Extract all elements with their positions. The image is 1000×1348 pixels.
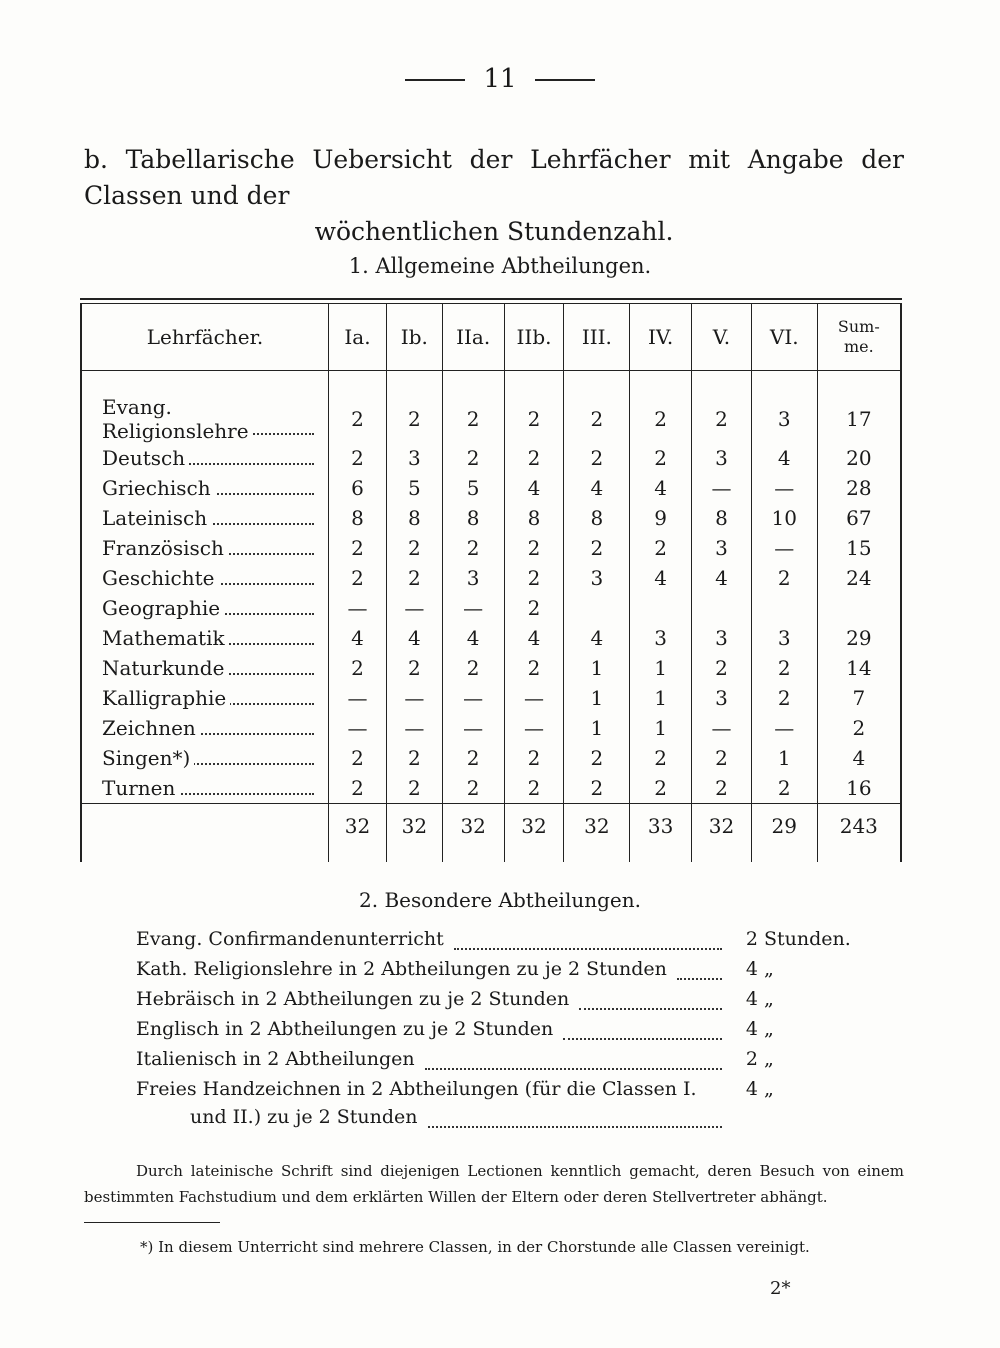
hours-cell: 4 bbox=[504, 473, 564, 503]
subject-cell bbox=[81, 773, 329, 804]
special-lesson-unit: „ bbox=[764, 1078, 774, 1100]
total-cell: 33 bbox=[630, 804, 692, 849]
spacer-cell bbox=[386, 371, 442, 396]
header-class: IIa. bbox=[442, 304, 504, 371]
hours-cell: 5 bbox=[386, 473, 442, 503]
table-spacer-row bbox=[81, 371, 901, 396]
end-cell bbox=[751, 848, 817, 862]
end-cell bbox=[504, 848, 564, 862]
hours-cell: 2 bbox=[630, 443, 692, 473]
sum-cell: 17 bbox=[817, 395, 901, 443]
special-lesson-text: Evang. Confirmandenunterricht bbox=[136, 928, 444, 950]
hours-cell: 2 bbox=[564, 533, 630, 563]
spacer-cell bbox=[630, 371, 692, 396]
hours-cell: — bbox=[751, 713, 817, 743]
hours-cell: — bbox=[504, 713, 564, 743]
totals-row bbox=[81, 804, 901, 849]
hours-cell: 2 bbox=[504, 593, 564, 623]
hours-cell: 3 bbox=[692, 683, 752, 713]
hours-cell: 4 bbox=[630, 563, 692, 593]
subject-name: Französisch bbox=[102, 536, 228, 560]
hours-cell: 4 bbox=[329, 623, 387, 653]
hours-cell: — bbox=[386, 593, 442, 623]
hours-cell: 1 bbox=[630, 653, 692, 683]
table-row bbox=[81, 503, 901, 533]
subject-name: Naturkunde bbox=[102, 656, 228, 680]
hours-cell: 3 bbox=[442, 563, 504, 593]
subject-cell bbox=[81, 395, 329, 443]
hours-cell: — bbox=[692, 713, 752, 743]
header-class: Ib. bbox=[386, 304, 442, 371]
end-cell bbox=[630, 848, 692, 862]
subject-cell bbox=[81, 533, 329, 563]
hours-cell: 2 bbox=[751, 773, 817, 804]
table-row bbox=[81, 443, 901, 473]
table-header-row bbox=[81, 304, 901, 371]
hours-cell: 2 bbox=[442, 443, 504, 473]
end-cell bbox=[329, 848, 387, 862]
hours-cell: 2 bbox=[386, 563, 442, 593]
hours-cell: 3 bbox=[692, 533, 752, 563]
header-sum bbox=[817, 304, 901, 371]
sum-cell: 28 bbox=[817, 473, 901, 503]
subject-name: Deutsch bbox=[102, 446, 189, 470]
total-cell: 32 bbox=[442, 804, 504, 849]
end-cell bbox=[386, 848, 442, 862]
sum-cell: 67 bbox=[817, 503, 901, 533]
hours-cell: 2 bbox=[329, 533, 387, 563]
hours-cell: 2 bbox=[564, 773, 630, 804]
lessons-table-wrapper bbox=[80, 298, 902, 862]
hours-cell: 2 bbox=[442, 533, 504, 563]
hours-cell: 2 bbox=[329, 395, 387, 443]
sum-cell: 2 bbox=[817, 713, 901, 743]
hours-cell: 2 bbox=[329, 743, 387, 773]
hours-cell: 2 bbox=[692, 395, 752, 443]
subject-name: Zeichnen bbox=[102, 716, 200, 740]
hours-cell: 2 bbox=[564, 443, 630, 473]
hours-cell: 8 bbox=[692, 503, 752, 533]
hours-cell: 2 bbox=[504, 653, 564, 683]
special-lesson-row bbox=[136, 1078, 856, 1136]
special-lesson-text: Englisch in 2 Abtheilungen zu je 2 Stunden bbox=[136, 1018, 554, 1040]
hours-cell: 2 bbox=[386, 653, 442, 683]
hours-cell: — bbox=[386, 713, 442, 743]
subject-name: Turnen bbox=[102, 776, 179, 800]
spacer-cell bbox=[817, 371, 901, 396]
page-number-text: 11 bbox=[483, 64, 517, 94]
special-lesson-hours: 4 bbox=[745, 1018, 758, 1040]
hours-cell: 2 bbox=[630, 743, 692, 773]
special-lesson-hours: 4 bbox=[745, 1078, 758, 1100]
header-class: III. bbox=[564, 304, 630, 371]
hours-cell: 2 bbox=[751, 683, 817, 713]
hours-cell: 2 bbox=[386, 395, 442, 443]
hours-cell: — bbox=[504, 683, 564, 713]
hours-cell: 2 bbox=[630, 773, 692, 804]
special-lesson-unit: „ bbox=[764, 1018, 774, 1040]
spacer-cell bbox=[442, 371, 504, 396]
table-row bbox=[81, 653, 901, 683]
hours-cell: 2 bbox=[692, 773, 752, 804]
hours-cell bbox=[630, 593, 692, 623]
hours-cell bbox=[692, 593, 752, 623]
hours-cell: 4 bbox=[564, 623, 630, 653]
header-sum-line-1: Sum- bbox=[837, 317, 880, 336]
total-cell: 32 bbox=[504, 804, 564, 849]
subject-name: Griechisch bbox=[102, 476, 215, 500]
special-lesson-hours: 2 bbox=[745, 928, 758, 950]
hours-cell: 3 bbox=[630, 623, 692, 653]
hours-cell: — bbox=[329, 593, 387, 623]
hours-cell: 2 bbox=[442, 653, 504, 683]
subject-name: Singen*) bbox=[102, 746, 194, 770]
subject-name: Evang. Religionslehre bbox=[102, 395, 253, 443]
spacer-cell bbox=[692, 371, 752, 396]
sum-cell: 16 bbox=[817, 773, 901, 804]
footnote: *) In diesem Unterricht sind mehrere Classen, in der Chorstunde alle Classen vereinigt. bbox=[140, 1238, 810, 1256]
hours-cell: — bbox=[442, 683, 504, 713]
special-lesson-text: Italienisch in 2 Abtheilungen bbox=[136, 1048, 415, 1070]
hours-cell: 2 bbox=[751, 563, 817, 593]
total-cell: 32 bbox=[329, 804, 387, 849]
table-row bbox=[81, 623, 901, 653]
special-leader-dots bbox=[579, 1008, 722, 1010]
table-row bbox=[81, 713, 901, 743]
special-leader-dots bbox=[563, 1038, 722, 1040]
hours-cell: 4 bbox=[564, 473, 630, 503]
subject-name: Mathematik bbox=[102, 626, 229, 650]
hours-cell: 2 bbox=[329, 773, 387, 804]
subject-name: Kalligraphie bbox=[102, 686, 230, 710]
subject-cell bbox=[81, 713, 329, 743]
special-leader-dots bbox=[454, 948, 722, 950]
heading-line-1: b. Tabellarische Uebersicht der Lehrfächer mit Angabe der Classen und der bbox=[84, 145, 904, 210]
table-row bbox=[81, 563, 901, 593]
special-lesson-hours: 4 bbox=[745, 988, 758, 1010]
sum-cell bbox=[817, 593, 901, 623]
subject-name: Geschichte bbox=[102, 566, 219, 590]
subject-cell bbox=[81, 743, 329, 773]
table-row bbox=[81, 593, 901, 623]
hours-cell: 2 bbox=[329, 443, 387, 473]
subject-cell bbox=[81, 473, 329, 503]
sum-cell: 7 bbox=[817, 683, 901, 713]
hours-cell: 2 bbox=[630, 533, 692, 563]
special-lesson-unit: „ bbox=[764, 958, 774, 980]
hours-cell: 2 bbox=[504, 533, 564, 563]
hours-cell: 4 bbox=[630, 473, 692, 503]
hours-cell bbox=[751, 593, 817, 623]
subject-cell bbox=[81, 653, 329, 683]
special-leader-dots bbox=[425, 1068, 722, 1070]
hours-cell: 2 bbox=[504, 773, 564, 804]
header-class: IV. bbox=[630, 304, 692, 371]
hours-cell: 8 bbox=[386, 503, 442, 533]
lessons-table bbox=[80, 304, 902, 862]
hours-cell: — bbox=[329, 683, 387, 713]
hours-cell: 6 bbox=[329, 473, 387, 503]
hours-cell: — bbox=[329, 713, 387, 743]
page-number bbox=[0, 64, 1000, 94]
hours-cell: 5 bbox=[442, 473, 504, 503]
hours-cell: 4 bbox=[692, 563, 752, 593]
hours-cell: 4 bbox=[504, 623, 564, 653]
hours-cell: 1 bbox=[751, 743, 817, 773]
hours-cell: 2 bbox=[329, 653, 387, 683]
hours-cell: 8 bbox=[504, 503, 564, 533]
header-class: Ia. bbox=[329, 304, 387, 371]
hours-cell: 2 bbox=[692, 743, 752, 773]
hours-cell: 1 bbox=[630, 683, 692, 713]
hours-cell: 2 bbox=[386, 773, 442, 804]
special-lesson-unit: „ bbox=[764, 1048, 774, 1070]
hours-cell: 1 bbox=[564, 653, 630, 683]
sum-cell: 29 bbox=[817, 623, 901, 653]
hours-cell: 2 bbox=[442, 773, 504, 804]
hours-cell: 1 bbox=[564, 683, 630, 713]
spacer-cell bbox=[81, 371, 329, 396]
hours-cell: 2 bbox=[386, 743, 442, 773]
hours-cell: 3 bbox=[692, 623, 752, 653]
hours-cell: — bbox=[751, 473, 817, 503]
totals-label-cell bbox=[81, 804, 329, 849]
page-number-left-dash bbox=[405, 79, 465, 81]
special-lesson-hours: 4 bbox=[745, 958, 758, 980]
subject-cell bbox=[81, 623, 329, 653]
hours-cell: 2 bbox=[504, 743, 564, 773]
hours-cell: 8 bbox=[329, 503, 387, 533]
hours-cell: 3 bbox=[692, 443, 752, 473]
sum-cell: 4 bbox=[817, 743, 901, 773]
hours-cell: — bbox=[692, 473, 752, 503]
hours-cell: 2 bbox=[564, 743, 630, 773]
subject-name: Geographie bbox=[102, 596, 224, 620]
hours-cell: 8 bbox=[442, 503, 504, 533]
spacer-cell bbox=[564, 371, 630, 396]
hours-cell: 2 bbox=[442, 743, 504, 773]
hours-cell: 4 bbox=[386, 623, 442, 653]
hours-cell: — bbox=[386, 683, 442, 713]
hours-cell: 3 bbox=[751, 395, 817, 443]
footnote-rule bbox=[84, 1222, 220, 1223]
subject-cell bbox=[81, 683, 329, 713]
page-number-right-dash bbox=[535, 79, 595, 81]
spacer-cell bbox=[329, 371, 387, 396]
table-row bbox=[81, 533, 901, 563]
special-lesson-unit: Stunden. bbox=[764, 928, 851, 950]
subject-cell bbox=[81, 563, 329, 593]
total-cell: 32 bbox=[564, 804, 630, 849]
special-lesson-unit: „ bbox=[764, 988, 774, 1010]
special-lesson-row bbox=[136, 928, 856, 958]
hours-cell: 10 bbox=[751, 503, 817, 533]
subject-cell bbox=[81, 593, 329, 623]
total-cell: 32 bbox=[692, 804, 752, 849]
sum-cell: 24 bbox=[817, 563, 901, 593]
special-lessons-list bbox=[136, 928, 856, 1136]
special-leader-dots bbox=[677, 978, 722, 980]
special-lesson-text-continued: und II.) zu je 2 Stunden bbox=[190, 1106, 418, 1128]
section-heading bbox=[84, 142, 904, 250]
special-lesson-text: Kath. Religionslehre in 2 Abtheilungen zu je 2 Stunden bbox=[136, 958, 667, 980]
total-cell: 32 bbox=[386, 804, 442, 849]
hours-cell: 2 bbox=[504, 563, 564, 593]
total-cell: 29 bbox=[751, 804, 817, 849]
hours-cell: — bbox=[442, 713, 504, 743]
grand-total-cell: 243 bbox=[817, 804, 901, 849]
hours-cell: 2 bbox=[329, 563, 387, 593]
hours-cell: 2 bbox=[751, 653, 817, 683]
signature-mark: 2* bbox=[770, 1278, 791, 1299]
table-row bbox=[81, 395, 901, 443]
end-cell bbox=[692, 848, 752, 862]
section1-title: 1. Allgemeine Abtheilungen. bbox=[348, 254, 652, 278]
special-lesson-text: Hebräisch in 2 Abtheilungen zu je 2 Stunden bbox=[136, 988, 570, 1010]
hours-cell bbox=[564, 593, 630, 623]
hours-cell: 8 bbox=[564, 503, 630, 533]
end-cell bbox=[564, 848, 630, 862]
table-body bbox=[81, 371, 901, 863]
hours-cell: 2 bbox=[692, 653, 752, 683]
spacer-cell bbox=[751, 371, 817, 396]
latin-script-note: Durch lateinische Schrift sind diejenigen Lectionen kenntlich gemacht, deren Besuch von einem bestimmten Fachstudium und dem erklärten Willen der Eltern oder deren Stellvertreter abhängt. bbox=[84, 1162, 904, 1206]
end-cell bbox=[81, 848, 329, 862]
sum-cell: 14 bbox=[817, 653, 901, 683]
hours-cell: 3 bbox=[751, 623, 817, 653]
special-lesson-row bbox=[136, 958, 856, 988]
hours-cell: — bbox=[442, 593, 504, 623]
hours-cell: 1 bbox=[630, 713, 692, 743]
hours-cell: 4 bbox=[751, 443, 817, 473]
special-lesson-hours: 2 bbox=[745, 1048, 758, 1070]
special-lesson-row bbox=[136, 988, 856, 1018]
hours-cell: 3 bbox=[386, 443, 442, 473]
hours-cell: 2 bbox=[442, 395, 504, 443]
header-sum-line-2: me. bbox=[843, 337, 874, 356]
table-row bbox=[81, 683, 901, 713]
hours-cell: 2 bbox=[386, 533, 442, 563]
special-lesson-row bbox=[136, 1048, 856, 1078]
hours-cell: 2 bbox=[504, 443, 564, 473]
hours-cell: — bbox=[751, 533, 817, 563]
header-subject: Lehrfächer. bbox=[81, 304, 329, 371]
subject-cell bbox=[81, 443, 329, 473]
header-class: VI. bbox=[751, 304, 817, 371]
table-row bbox=[81, 473, 901, 503]
special-leader-dots bbox=[428, 1126, 722, 1128]
sum-cell: 15 bbox=[817, 533, 901, 563]
special-lesson-text: Freies Handzeichnen in 2 Abtheilungen (für die Classen I. bbox=[136, 1078, 697, 1100]
special-lesson-row bbox=[136, 1018, 856, 1048]
hours-cell: 3 bbox=[564, 563, 630, 593]
table-row bbox=[81, 773, 901, 804]
hours-cell: 4 bbox=[442, 623, 504, 653]
heading-line-2: wöchentlichen Stundenzahl. bbox=[314, 217, 674, 246]
header-class: IIb. bbox=[504, 304, 564, 371]
hours-cell: 2 bbox=[630, 395, 692, 443]
table-row bbox=[81, 743, 901, 773]
end-cell bbox=[817, 848, 901, 862]
subject-cell bbox=[81, 503, 329, 533]
table-end-row bbox=[81, 848, 901, 862]
hours-cell: 2 bbox=[504, 395, 564, 443]
end-cell bbox=[442, 848, 504, 862]
hours-cell: 9 bbox=[630, 503, 692, 533]
hours-cell: 2 bbox=[564, 395, 630, 443]
section2-title: 2. Besondere Abtheilungen. bbox=[359, 888, 641, 912]
spacer-cell bbox=[504, 371, 564, 396]
header-class: V. bbox=[692, 304, 752, 371]
sum-cell: 20 bbox=[817, 443, 901, 473]
subject-name: Lateinisch bbox=[102, 506, 211, 530]
hours-cell: 1 bbox=[564, 713, 630, 743]
